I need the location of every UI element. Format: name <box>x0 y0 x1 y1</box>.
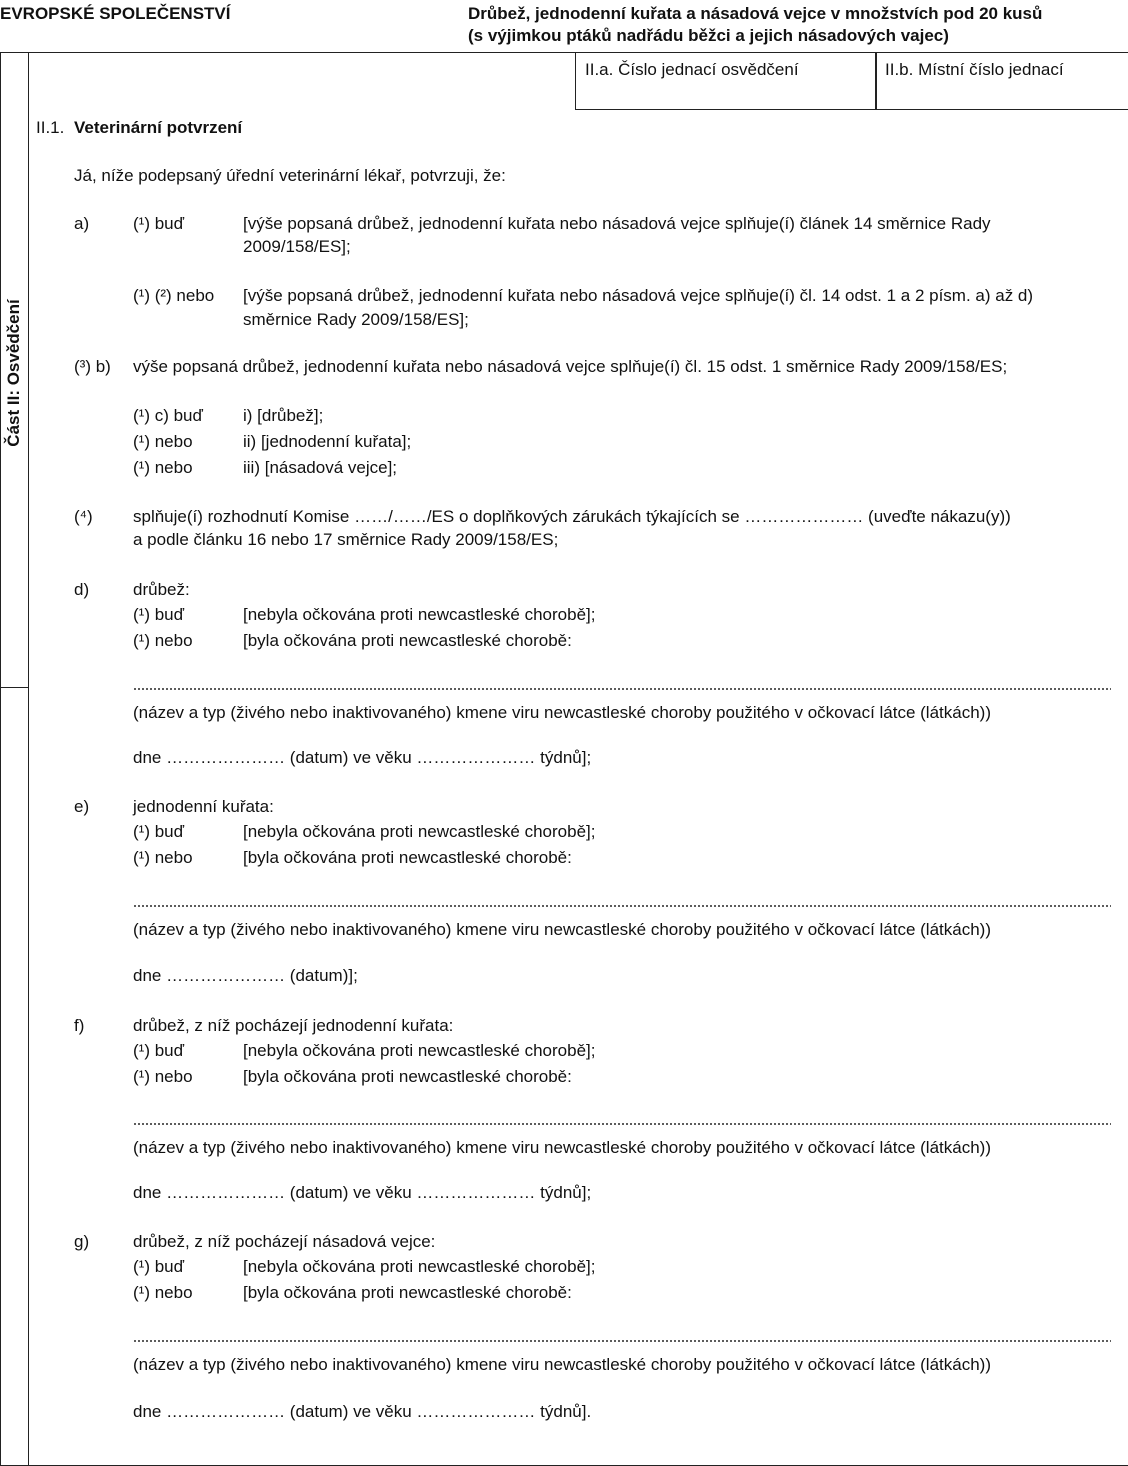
item-e-title: jednodenní kuřata: <box>133 797 274 816</box>
item-c-prefix-3: (¹) nebo <box>133 458 193 477</box>
item-c-prefix-1: (¹) c) buď <box>133 406 203 425</box>
section-title: Veterinární potvrzení <box>74 118 243 137</box>
item-4-prefix: (⁴) <box>74 507 93 526</box>
item-e-prefix-nebo: (¹) nebo <box>133 848 193 867</box>
item-a-opt2-line1: [výše popsaná drůbež, jednodenní kuřata nebo násadová vejce splňuje(í) čl. 14 odst. 1 a 2 písm. a) až d) <box>243 286 1034 305</box>
item-d-not-vaccinated: [nebyla očkována proti newcastleské chorobě]; <box>243 605 596 624</box>
item-g-vaccinated: [byla očkována proti newcastleské chorobě: <box>243 1283 572 1302</box>
item-d-prefix-bud: (¹) buď <box>133 605 185 624</box>
item-d-vaccinated: [byla očkována proti newcastleské chorobě: <box>243 631 572 650</box>
side-label: Část II: Osvědčení <box>4 299 23 447</box>
item-g-not-vaccinated: [nebyla očkována proti newcastleské chorobě]; <box>243 1257 596 1276</box>
section-number: II.1. <box>36 118 65 137</box>
doc-title-line1: Drůbež, jednodenní kuřata a násadová vejce v množstvích pod 20 kusů <box>468 4 1043 23</box>
item-f-dotted-line <box>133 1123 1111 1125</box>
item-g-date-age: dne ………………… (datum) ve věku ………………… týdnů]. <box>133 1402 592 1421</box>
item-4-line2: a podle článku 16 nebo 17 směrnice Rady 2009/158/ES; <box>133 530 559 549</box>
item-f-prefix-bud: (¹) buď <box>133 1041 185 1060</box>
doc-title-line2: (s výjimkou ptáků nadřádu běžci a jejich násadových vajec) <box>468 26 949 45</box>
item-e-not-vaccinated: [nebyla očkována proti newcastleské chorobě]; <box>243 822 596 841</box>
ref-box-b-label: II.b. Místní číslo jednací <box>885 60 1064 79</box>
item-c-text-3: iii) [násadová vejce]; <box>243 458 398 477</box>
item-f-title: drůbež, z níž pocházejí jednodenní kuřata: <box>133 1016 454 1035</box>
item-f-strain-label: (název a typ (živého nebo inaktivovaného) kmene viru newcastleské choroby použitého v očkovací látce (látkách)) <box>133 1138 991 1157</box>
item-g-title: drůbež, z níž pocházejí násadová vejce: <box>133 1232 436 1251</box>
item-g-prefix-nebo: (¹) nebo <box>133 1283 193 1302</box>
item-c-prefix-2: (¹) nebo <box>133 432 193 451</box>
item-g-dotted-line <box>133 1340 1111 1342</box>
item-g-strain-label: (název a typ (živého nebo inaktivovaného) kmene viru newcastleské choroby použitého v očkovací látce (látkách)) <box>133 1355 991 1374</box>
item-f-vaccinated: [byla očkována proti newcastleské chorobě: <box>243 1067 572 1086</box>
item-g-letter: g) <box>74 1232 90 1251</box>
item-a-opt2-line2: směrnice Rady 2009/158/ES]; <box>243 310 469 329</box>
item-f-not-vaccinated: [nebyla očkována proti newcastleské chorobě]; <box>243 1041 596 1060</box>
item-e-prefix-bud: (¹) buď <box>133 822 185 841</box>
ref-box-a-label: II.a. Číslo jednací osvědčení <box>585 60 799 79</box>
item-d-date-age: dne ………………… (datum) ve věku ………………… týdnů]; <box>133 748 592 767</box>
item-f-prefix-nebo: (¹) nebo <box>133 1067 193 1086</box>
item-a-opt1-line1: [výše popsaná drůbež, jednodenní kuřata nebo násadová vejce splňuje(í) článek 14 směrnice Rady <box>243 214 991 233</box>
item-f-letter: f) <box>74 1016 85 1035</box>
item-e-letter: e) <box>74 797 90 816</box>
item-d-title: drůbež: <box>133 580 190 599</box>
item-e-strain-label: (název a typ (živého nebo inaktivovaného) kmene viru newcastleské choroby použitého v očkovací látce (látkách)) <box>133 920 991 939</box>
item-a-letter: a) <box>74 214 90 233</box>
item-b-text: výše popsaná drůbež, jednodenní kuřata nebo násadová vejce splňuje(í) čl. 15 odst. 1 směrnice Rady 2009/158/ES; <box>133 357 1008 376</box>
intro-text: Já, níže podepsaný úřední veterinární lékař, potvrzuji, že: <box>74 166 506 185</box>
item-4-line1: splňuje(í) rozhodnutí Komise ……/……/ES o doplňkových zárukách týkajících se ………………… (uveďte nákazu(y)) <box>133 507 1011 526</box>
item-a-opt2-prefix: (¹) (²) nebo <box>133 286 215 305</box>
org-name: EVROPSKÉ SPOLEČENSTVÍ <box>0 4 231 23</box>
item-d-dotted-line <box>133 688 1111 690</box>
item-f-date-age: dne ………………… (datum) ve věku ………………… týdnů]; <box>133 1183 592 1202</box>
item-b-prefix: (³) b) <box>74 357 111 376</box>
item-e-vaccinated: [byla očkována proti newcastleské chorobě: <box>243 848 572 867</box>
item-g-prefix-bud: (¹) buď <box>133 1257 185 1276</box>
item-d-prefix-nebo: (¹) nebo <box>133 631 193 650</box>
item-a-opt1-prefix: (¹) buď <box>133 214 185 233</box>
item-c-text-1: i) [drůbež]; <box>243 406 324 425</box>
item-e-date: dne ………………… (datum)]; <box>133 966 358 985</box>
item-a-opt1-line2: 2009/158/ES]; <box>243 237 351 256</box>
item-e-dotted-line <box>133 905 1111 907</box>
item-d-strain-label: (název a typ (živého nebo inaktivovaného) kmene viru newcastleské choroby použitého v očkovací látce (látkách)) <box>133 703 991 722</box>
item-c-text-2: ii) [jednodenní kuřata]; <box>243 432 412 451</box>
item-d-letter: d) <box>74 580 90 599</box>
